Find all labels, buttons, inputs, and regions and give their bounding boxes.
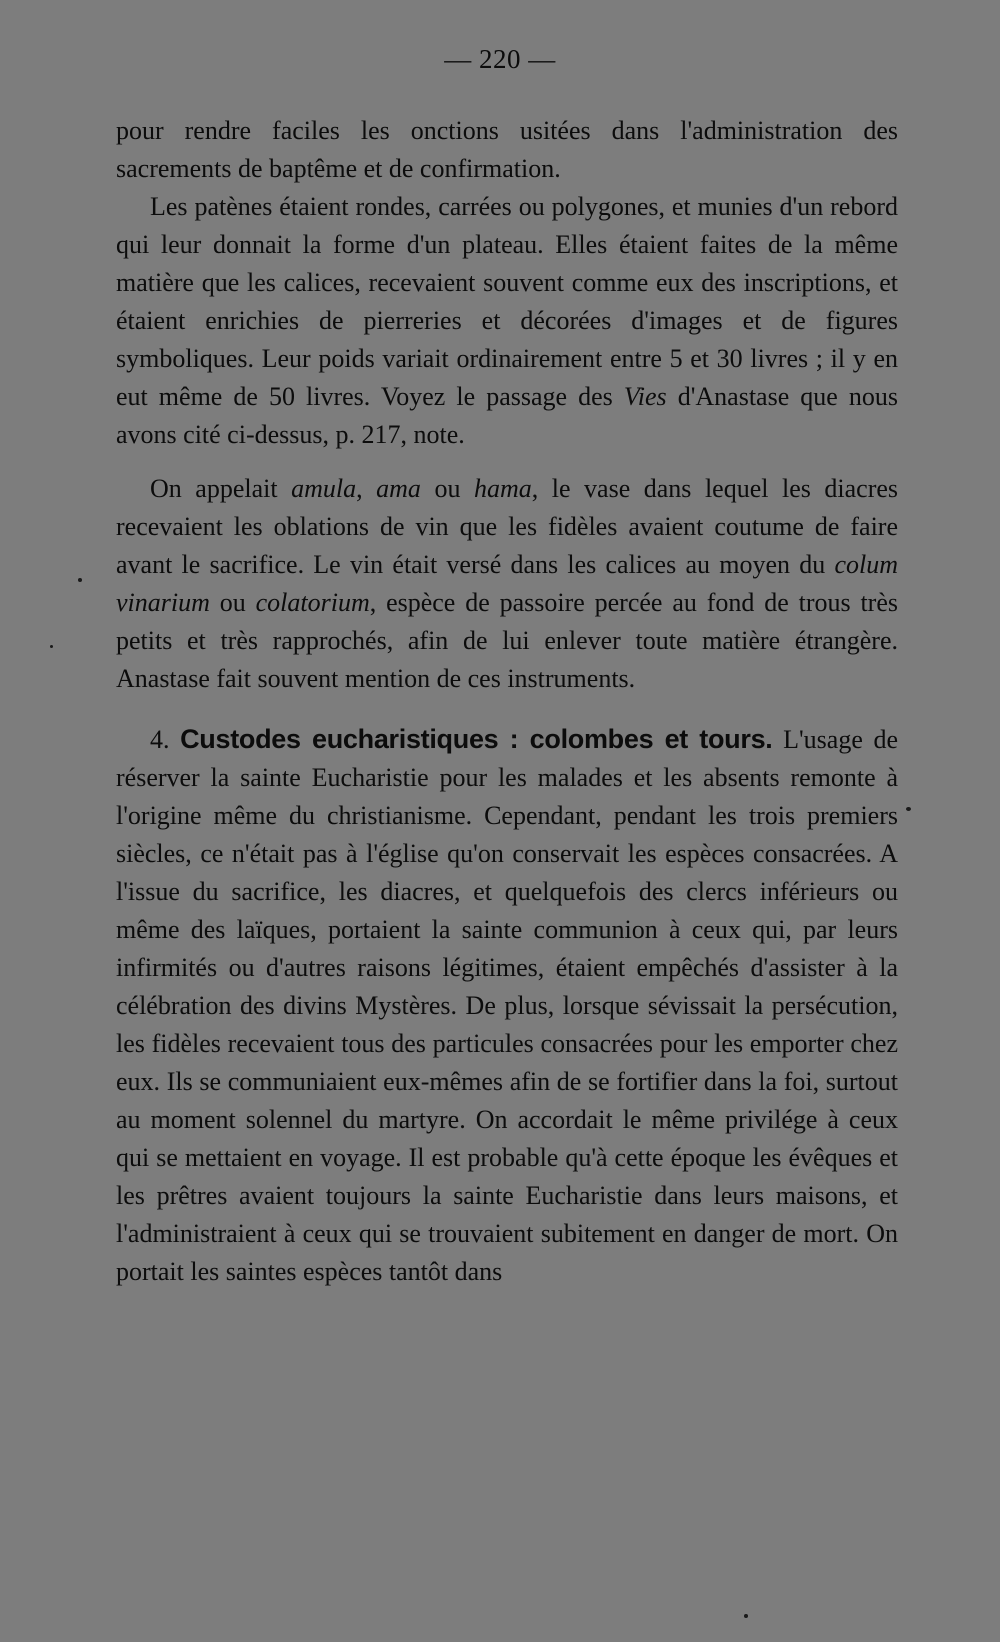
- p3-text-a: On appelait: [150, 474, 292, 503]
- p3-text-e: ou: [209, 588, 256, 617]
- paragraph-2-text: Les patènes étaient rondes, carrées ou polygones, et munies d'un rebord qui leur donnait la forme d'un plateau. Elles étaient faites de la même matière que les calices, recevaient souvent comme eux des inscriptions, et étaient enrichies de pierreries et décorées d'images et de figures symboliques. Leur poids variait ordinairement entre 5 et 30 livres ; il y en eut même de 50 livres. Voyez le passage des: [116, 192, 898, 411]
- scan-speck: [906, 807, 911, 811]
- body-text: [116, 112, 898, 1291]
- italic-ama: ama: [376, 474, 421, 503]
- scan-speck: [50, 645, 53, 648]
- p3-text-b: ,: [356, 474, 377, 503]
- p3-text-f: , espèce de passoire percée au fond de trous très petits et très rapprochés, afin de lui enlever toute matière étrangère. Anastase fait souvent mention de ces instruments.: [116, 588, 899, 693]
- section-number: 4.: [150, 725, 170, 754]
- italic-hama: hama: [473, 474, 532, 503]
- italic-colum-vinarium: colum vinarium: [116, 550, 898, 617]
- italic-colatorium: colatorium: [255, 588, 370, 617]
- scan-speck: [744, 1614, 748, 1618]
- section-title: Custodes eucharistiques : colombes et tours.: [180, 724, 773, 754]
- paragraph-2-end: d'Anastase que nous avons cité ci-dessus, p. 217, note.: [116, 382, 898, 449]
- page-number: — 220 —: [444, 44, 556, 74]
- paragraph-2: [116, 188, 898, 454]
- scan-speck: [78, 578, 82, 582]
- italic-vies: Vies: [623, 382, 667, 411]
- paragraph-1: pour rendre faciles les onctions usitées dans l'administration des sacrements de baptême et de confirmation.: [116, 116, 898, 183]
- paragraph-3: [116, 470, 898, 698]
- paragraph-4: [116, 720, 898, 1291]
- p3-text-c: ou: [420, 474, 474, 503]
- p3-text-d: , le vase dans lequel les diacres recevaient les oblations de vin que les fidèles avaient coutume de faire avant le sacrifice. Le vin était versé dans les calices au moyen du: [116, 474, 899, 579]
- paragraph-4-text: L'usage de réserver la sainte Eucharistie pour les malades et les absents remonte à l'origine même du christianisme. Cependant, pendant les trois premiers siècles, ce n'était pas à l'église qu'on conservait les espèces consacrées. A l'issue du sacrifice, les diacres, et quelquefois des clercs inférieurs ou même des laïques, portaient la sainte communion à ceux qui, par leurs infirmités ou d'autres raisons légitimes, étaient empêchés d'assister à la célébration des divins Mystères. De plus, lorsque sévissait la persécution, les fidèles recevaient tous des particules consacrées pour les emporter chez eux. Ils se communiaient eux-mêmes afin de se fortifier dans la foi, surtout au moment solennel du martyre. On accordait le même privilége à ceux qui se mettaient en voyage. Il est probable qu'à cette époque les évêques et les prêtres avaient toujours la sainte Eucharistie dans leurs maisons, et l'administraient à ceux qui se trouvaient subitement en danger de mort. On portait les saintes espèces tantôt dans: [116, 725, 898, 1286]
- italic-amula: amula: [291, 474, 357, 503]
